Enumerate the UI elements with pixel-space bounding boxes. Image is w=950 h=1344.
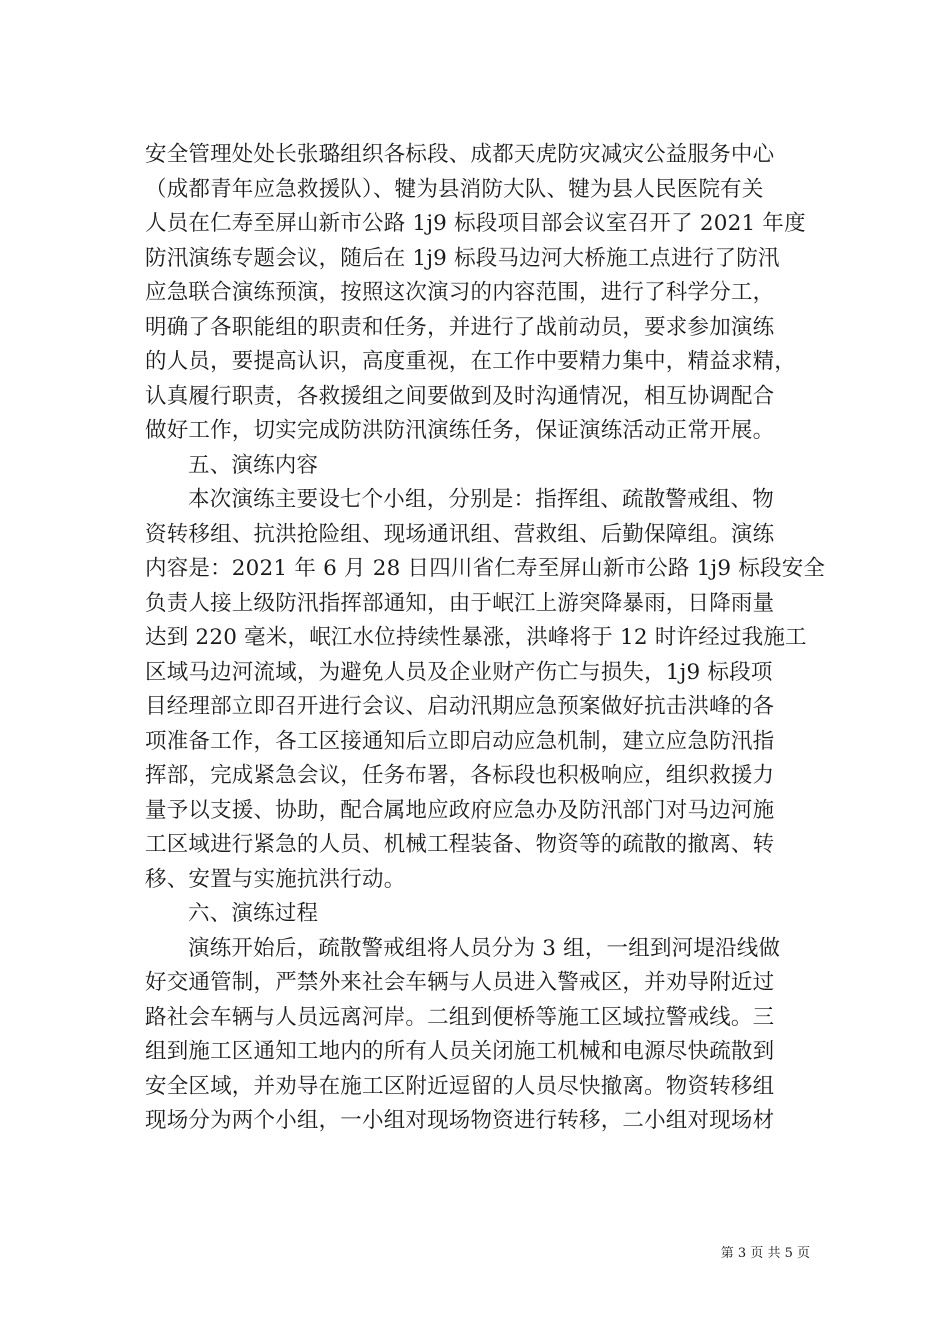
text-line: 的人员，要提高认识，高度重视，在工作中要精力集中，精益求精， <box>145 349 797 374</box>
text-line: 应急联合演练预演，按照这次演习的内容范围，进行了科学分工， <box>145 280 775 305</box>
text-line: 好交通管制，严禁外来社会车辆与人员进入警戒区，并劝导附近过 <box>145 970 775 995</box>
text-line: 负责人接上级防汛指挥部通知，由于岷江上游突降暴雨，日降雨量 <box>145 590 775 616</box>
text-line: （成都青年应急救援队）、犍为县消防大队、犍为县人民医院有关 <box>145 176 764 202</box>
text-line: 资转移组、抗洪抢险组、现场通讯组、营救组、后勤保障组。演练 <box>145 521 775 547</box>
text-line: 安全管理处处长张璐组织各标段、成都天虎防灾减灾公益服务中心 <box>145 142 775 167</box>
text-line: 区域马边河流域，为避免人员及企业财产伤亡与损失，1j9 标段项 <box>145 659 773 685</box>
document-body <box>145 138 826 1139</box>
paragraph-drill-process <box>145 932 810 1139</box>
text-line: 现场分为两个小组，一小组对现场物资进行转移，二小组对现场材 <box>145 1108 775 1133</box>
text-line: 人员在仁寿至屏山新市公路 1j9 标段项目部会议室召开了 2021 年度 <box>145 211 806 236</box>
text-line: 安全区域，并劝导在施工区附近逗留的人员尽快撤离。物资转移组 <box>145 1073 775 1099</box>
heading-drill-process <box>145 897 810 932</box>
heading-drill-content <box>145 449 810 484</box>
text-line: 本次演练主要设七个小组，分别是：指挥组、疏散警戒组、物 <box>188 487 774 512</box>
text-line: 演练开始后，疏散警戒组将人员分为 3 组，一组到河堤沿线做 <box>188 935 781 961</box>
text-line: 明确了各职能组的职责和任务，并进行了战前动员，要求参加演练 <box>145 314 775 340</box>
paragraph-drill-content <box>145 483 826 897</box>
text-line: 五、演练内容 <box>188 452 319 478</box>
text-line: 内容是：2021 年 6 月 28 日四川省仁寿至屏山新市公路 1j9 标段安全 <box>145 556 826 581</box>
text-line: 六、演练过程 <box>188 901 319 926</box>
text-line: 路社会车辆与人员远离河岸。二组到便桥等施工区域拉警戒线。三 <box>145 1004 775 1030</box>
text-line: 防汛演练专题会议，随后在 1j9 标段马边河大桥施工点进行了防汛 <box>145 245 780 271</box>
text-line: 达到 220 毫米，岷江水位持续性暴涨，洪峰将于 12 时许经过我施工 <box>145 625 807 650</box>
text-line: 认真履行职责，各救援组之间要做到及时沟通情况，相互协调配合 <box>145 383 775 409</box>
paragraph-meeting-summary <box>145 138 810 449</box>
page-number: 第 3 页 共 5 页 <box>720 1246 810 1261</box>
text-line: 目经理部立即召开进行会议、启动汛期应急预案做好抗击洪峰的各 <box>145 694 775 719</box>
text-line: 挥部，完成紧急会议，任务布署，各标段也积极响应，组织救援力 <box>145 763 775 788</box>
text-line: 工区域进行紧急的人员、机械工程装备、物资等的疏散的撤离、转 <box>145 832 775 857</box>
text-line: 量予以支援、协助，配合属地应政府应急办及防汛部门对马边河施 <box>145 797 775 823</box>
text-line: 项准备工作，各工区接通知后立即启动应急机制，建立应急防汛指 <box>145 728 775 754</box>
text-line: 组到施工区通知工地内的所有人员关闭施工机械和电源尽快疏散到 <box>145 1039 775 1064</box>
text-line: 移、安置与实施抗洪行动。 <box>145 866 406 892</box>
text-line: 做好工作，切实完成防洪防汛演练任务，保证演练活动正常开展。 <box>145 418 775 443</box>
